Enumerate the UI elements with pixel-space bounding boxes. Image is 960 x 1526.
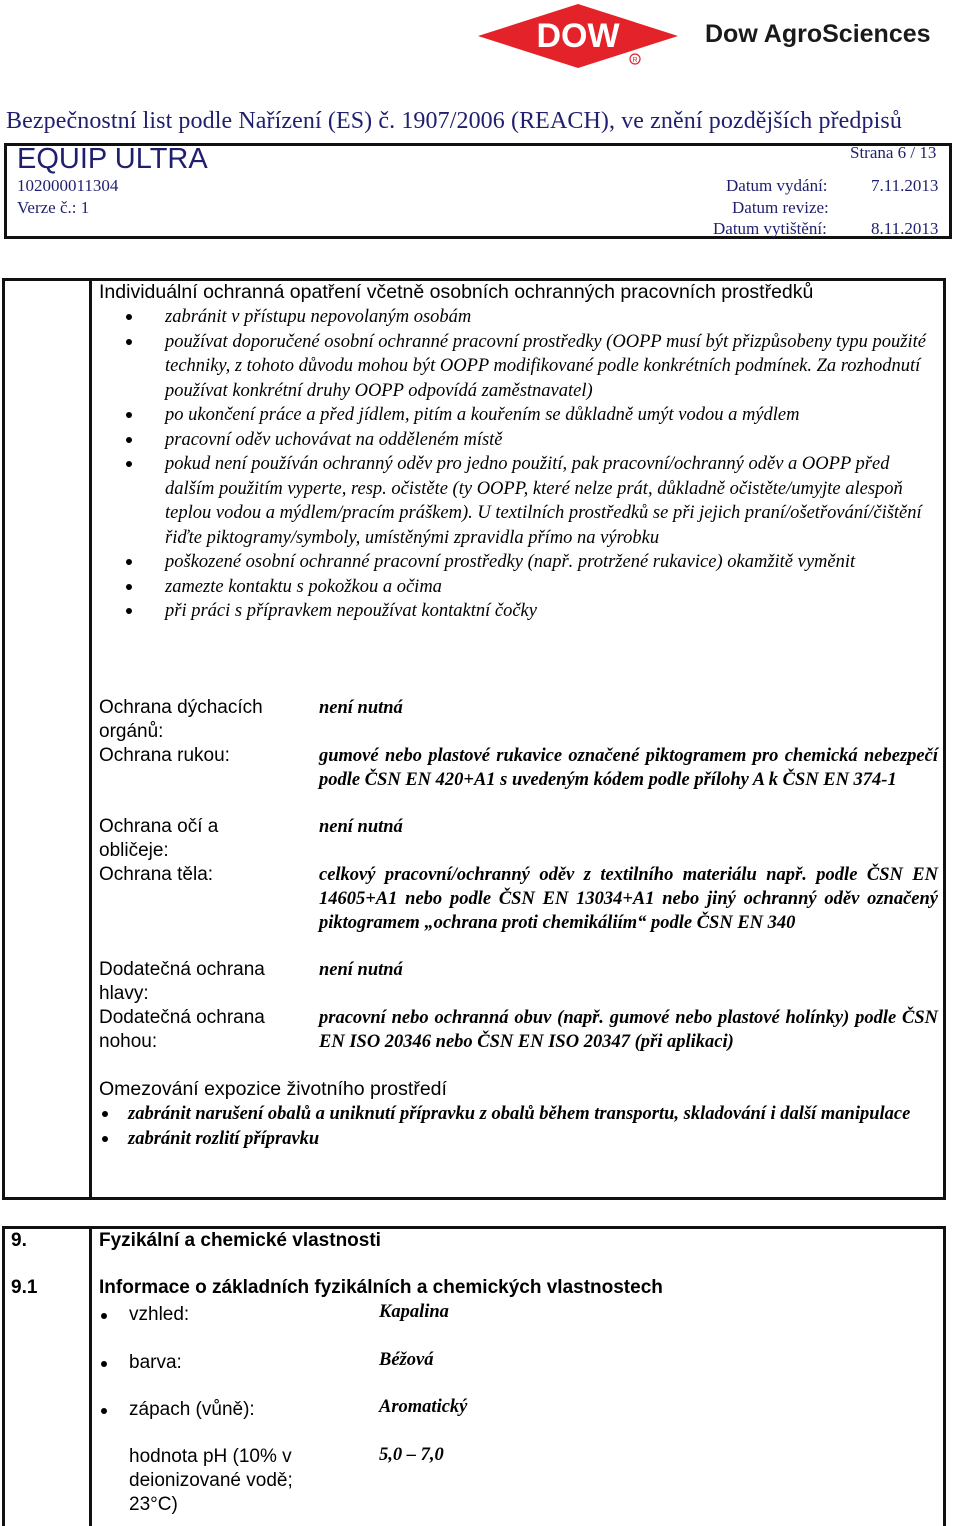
feet-value: pracovní nebo ochranná obuv (např. gumové nebo plastové holínky) podle ČSN EN ISO 20346 nebo ČSN EN ISO 20347 (při aplikaci)	[319, 1008, 938, 1052]
hand-label: Ochrana rukou:	[99, 745, 230, 766]
odor-value: Aromatický	[379, 1397, 468, 1417]
list-item: zamezte kontaktu s pokožkou a očima	[165, 575, 940, 600]
bullet-icon	[102, 1136, 108, 1142]
env-list	[128, 1102, 918, 1151]
list-item: při práci s přípravkem nepoužívat kontaktní čočky	[165, 599, 940, 624]
printed-label: Datum vytištění:	[713, 219, 827, 238]
respiratory-label: Ochrana dýchacích orgánů:	[99, 697, 263, 742]
revision-label: Datum revize:	[732, 198, 829, 217]
list-item: poškozené osobní ochranné pracovní prostředky (např. protržené rukavice) okamžitě vyměnit	[165, 550, 940, 575]
individual-protection-list	[165, 305, 940, 624]
bullet-icon	[126, 584, 132, 590]
bullet-icon	[101, 1361, 107, 1367]
bullet-icon	[126, 314, 132, 320]
ph-label: hodnota pH (10% v deionizované vodě; 23°C)	[129, 1446, 293, 1515]
section91-number: 9.1	[11, 1277, 38, 1298]
head-label: Dodatečná ochrana hlavy:	[99, 959, 265, 1004]
section91-title: Informace o základních fyzikálních a chemických vlastnostech	[99, 1277, 663, 1298]
bullet-icon	[126, 461, 132, 467]
appearance-value: Kapalina	[379, 1302, 449, 1322]
list-item: používat doporučené osobní ochranné pracovní prostředky (OOPP musí být přizpůsobeny typu použité techniky, z tohoto důvodu mohou být OOPP modifikované podle konkrétních podmínek. Za rozhodnutí používat konkrétní druhy OOPP odpovídá zaměstnavatel)	[165, 330, 940, 404]
env-heading: Omezování expozice životního prostředí	[99, 1078, 447, 1100]
color-label: barva:	[129, 1352, 182, 1373]
issued-label: Datum vydání:	[726, 176, 828, 195]
appearance-label: vzhled:	[129, 1304, 190, 1325]
bullet-icon	[126, 437, 132, 443]
body-value: celkový pracovní/ochranný oděv z textilního materiálu např. podle ČSN EN 14605+A1 nebo podle ČSN EN 13034+A1 nebo jiný ochranný oděv označený piktogramem „ochrana proti chemikáliím“ podle ČSN EN 340	[319, 865, 938, 933]
list-item: pokud není používán ochranný oděv pro jedno použití, pak pracovní/ochranný oděv a OOPP před dalším použitím vyperte, resp. očistěte (ty OOPP, které nelze prát, důkladně očistěte/umyjte alespoň teplou vodou a mýdlem/pracím práškem). U textilních prostředků se při jejich praní/ošetřování/čištění řiďte piktogramy/symboly, umístěnými zpravidla přímo na výrobku	[165, 452, 940, 550]
dow-logo-text: DOW	[536, 17, 620, 55]
list-item: po ukončení práce a před jídlem, pitím a kouřením se důkladně umýt vodou a mýdlem	[165, 403, 940, 428]
section9-divider	[89, 1226, 92, 1526]
bullet-icon	[126, 412, 132, 418]
dow-logo	[478, 2, 678, 70]
eye-label: Ochrana očí a obličeje:	[99, 816, 219, 861]
regulation-title: Bezpečnostní list podle Nařízení (ES) č. 1907/2006 (REACH), ve znění pozdějších předpisů	[6, 108, 902, 134]
page-number: Strana 6 / 13	[850, 143, 937, 162]
body-label: Ochrana těla:	[99, 864, 214, 885]
ph-value: 5,0 – 7,0	[379, 1445, 444, 1465]
section9-title: Fyzikální a chemické vlastnosti	[99, 1230, 381, 1251]
svg-text:R: R	[632, 57, 638, 64]
version: Verze č.: 1	[17, 198, 90, 217]
bullet-icon	[126, 559, 132, 565]
individual-protection-heading: Individuální ochranná opatření včetně osobních ochranných pracovních prostředků	[99, 281, 814, 303]
bullet-icon	[101, 1408, 107, 1414]
odor-label: zápach (vůně):	[129, 1399, 255, 1420]
color-value: Béžová	[379, 1350, 434, 1370]
company-name: Dow AgroSciences	[705, 20, 931, 48]
hand-value: gumové nebo plastové rukavice označené piktogramem pro chemická nebezpečí podle ČSN EN 420+A1 s uvedeným kódem podle přílohy A k ČSN EN 374-1	[319, 746, 938, 790]
bullet-icon	[126, 339, 132, 345]
feet-label: Dodatečná ochrana nohou:	[99, 1007, 265, 1052]
bullet-icon	[102, 1111, 108, 1117]
eye-value: není nutná	[319, 817, 403, 837]
section8-divider	[89, 278, 92, 1200]
head-value: není nutná	[319, 960, 403, 980]
respiratory-value: není nutná	[319, 698, 403, 718]
list-item: zabránit rozlití přípravku	[128, 1127, 918, 1152]
product-code: 102000011304	[17, 176, 119, 195]
product-name: EQUIP ULTRA	[17, 143, 208, 175]
list-item: pracovní oděv uchovávat na odděleném místě	[165, 428, 940, 453]
printed-date: 8.11.2013	[871, 219, 939, 238]
section9-number: 9.	[11, 1230, 27, 1251]
list-item: zabránit narušení obalů a uniknutí přípravku z obalů během transportu, skladování i další manipulace	[128, 1102, 918, 1127]
bullet-icon	[101, 1313, 107, 1319]
issued-date: 7.11.2013	[871, 176, 939, 195]
list-item: zabránit v přístupu nepovolaným osobám	[165, 305, 940, 330]
bullet-icon	[126, 608, 132, 614]
